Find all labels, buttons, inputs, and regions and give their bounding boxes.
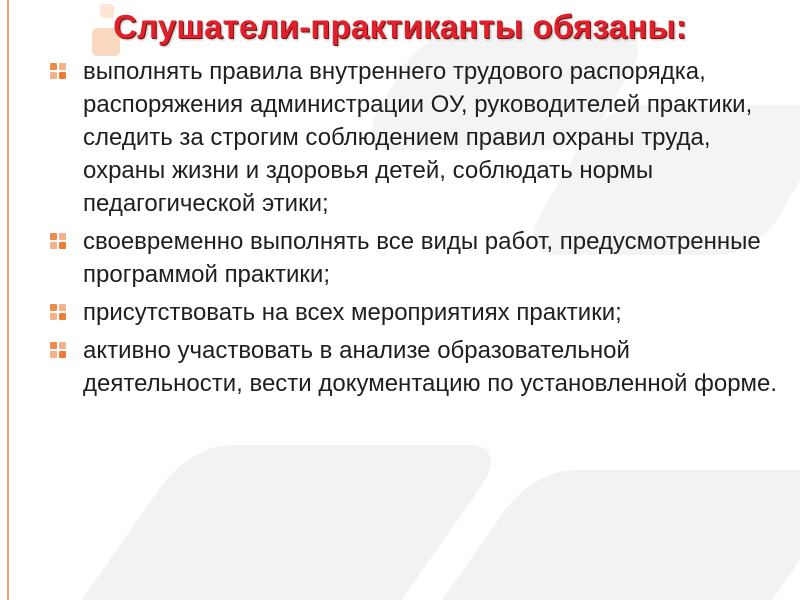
orange-squares-bullet-icon	[50, 342, 68, 360]
orange-squares-bullet-icon	[50, 304, 68, 322]
bullet-text: своевременно выполнять все виды работ, предусмотренные программой практики;	[83, 228, 761, 288]
background-shape	[50, 445, 510, 600]
orange-squares-bullet-icon	[50, 233, 68, 251]
slide-title: Слушатели-практиканты обязаны:	[113, 8, 687, 45]
bullet-item	[50, 296, 790, 329]
bullet-list	[50, 55, 790, 405]
left-divider-line	[7, 0, 9, 600]
bullet-item	[50, 55, 790, 220]
bullet-text: активно участвовать в анализе образовательной деятельности, вести документацию по установленной форме.	[83, 337, 778, 397]
orange-squares-bullet-icon	[50, 63, 68, 81]
bullet-item	[50, 334, 790, 400]
bullet-item	[50, 225, 790, 291]
bullet-text: присутствовать на всех мероприятиях практики;	[83, 299, 622, 326]
bullet-text: выполнять правила внутреннего трудового распорядка, распоряжения администрации ОУ, руководителей практики, следить за строгим соблюдением правил охраны труда, охраны жизни и здоровья детей, соблюдать нормы педагогической этики;	[83, 58, 753, 217]
